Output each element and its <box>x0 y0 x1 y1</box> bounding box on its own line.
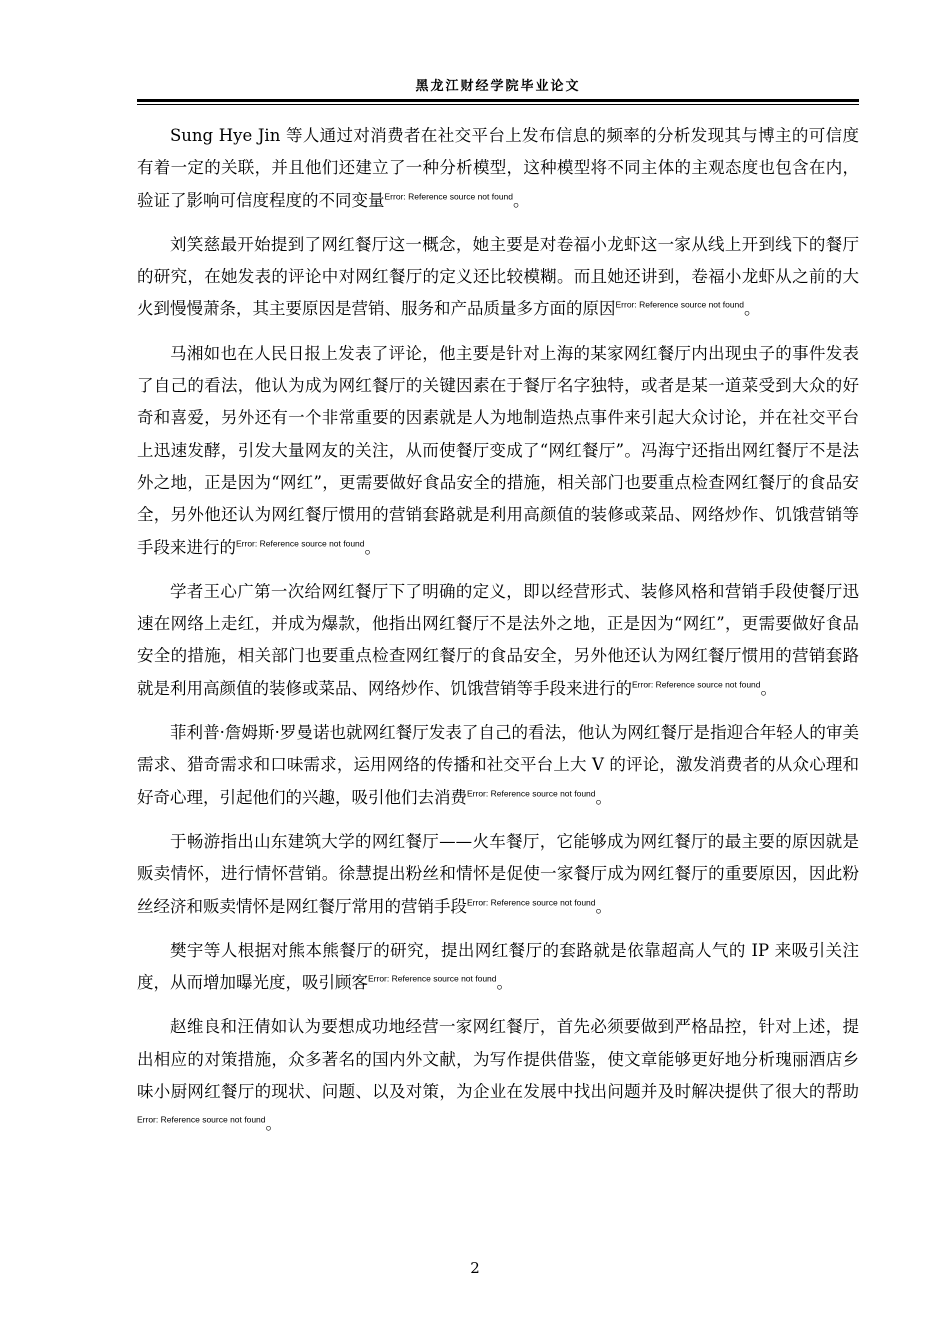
paragraph-end: 。 <box>760 678 778 698</box>
paragraph-7 <box>137 935 859 1000</box>
paragraph-8 <box>137 1011 859 1140</box>
page-header-title: 黑龙江财经学院毕业论文 <box>415 79 581 94</box>
paragraph-text: 于畅游指出山东建筑大学的网红餐厅——火车餐厅，它能够成为网红餐厅的最主要的原因就是贩卖情怀，进行情怀营销。徐慧提出粉丝和情怀是促使一家餐厅成为网红餐厅的重要原因，因此粉丝经济和贩卖情怀是网红餐厅常用的营销手段 <box>137 831 859 916</box>
paragraph-text: Sung Hye Jin 等人通过对消费者在社交平台上发布信息的频率的分析发现其与博主的可信度有着一定的关联，并且他们还建立了一种分析模型，这种模型将不同主体的主观态度也包含在内，验证了影响可信度程度的不同变量 <box>137 126 859 210</box>
reference-error: Error: Reference source not found <box>384 191 514 202</box>
reference-error: Error: Reference source not found <box>467 897 596 908</box>
paragraph-1 <box>137 120 859 217</box>
paragraph-text: 樊宇等人根据对熊本熊餐厅的研究，提出网红餐厅的套路就是依靠超高人气的 IP 来吸引关注度，从而增加曝光度，吸引顾客 <box>137 940 859 993</box>
paragraph-end: 。 <box>364 537 382 557</box>
paragraph-end: 。 <box>265 1114 283 1134</box>
paragraph-end: 。 <box>496 973 514 993</box>
reference-error: Error: Reference source not found <box>632 679 761 690</box>
paragraph-end: 。 <box>744 299 761 319</box>
reference-error: Error: Reference source not found <box>236 538 365 549</box>
reference-error: Error: Reference source not found <box>137 1114 266 1125</box>
reference-error: Error: Reference source not found <box>368 973 497 984</box>
reference-error: Error: Reference source not found <box>615 299 745 310</box>
paragraph-3 <box>137 338 859 564</box>
paragraph-text: 马湘如也在人民日报上发表了评论，他主要是针对上海的某家网红餐厅内出现虫子的事件发表了自己的看法，他认为成为网红餐厅的关键因素在于餐厅名字独特，或者是某一道菜受到大众的好奇和喜爱，另外还有一个非常重要的因素就是人为地制造热点事件来引起大众讨论，并在社交平台上迅速发酵，引发大量网友的关注，从而使餐厅变成了“网红餐厅”。冯海宁还指出网红餐厅不是法外之地，正是因为“网红”，更需要做好食品安全的措施，相关部门也要重点检查网红餐厅的食品安全，另外他还认为网红餐厅惯用的营销套路就是利用高颜值的装修或菜品、网络炒作、饥饿营销等手段来进行的 <box>137 343 859 557</box>
reference-error: Error: Reference source not found <box>467 788 596 799</box>
paragraph-text: 刘笑慈最开始提到了网红餐厅这一概念，她主要是对卷福小龙虾这一家从线上开到线下的餐厅的研究，在她发表的评论中对网红餐厅的定义还比较模糊。而且她还讲到，卷福小龙虾从之前的大火到慢慢萧条，其主要原因是营销、服务和产品质量多方面的原因 <box>137 234 859 319</box>
paragraph-2 <box>137 229 859 326</box>
paragraph-text: 赵维良和汪倩如认为要想成功地经营一家网红餐厅，首先必须要做到严格品控，针对上述，提出相应的对策措施，众多著名的国内外文献，为写作提供借鉴，使文章能够更好地分析瑰丽酒店乡味小厨网红餐厅的现状、问题、以及对策，为企业在发展中找出问题并及时解决提供了很大的帮助 <box>137 1017 859 1102</box>
paragraph-end: 。 <box>595 896 613 916</box>
paragraph-6 <box>137 826 859 923</box>
header-rule-thick <box>137 99 859 102</box>
paragraph-end: 。 <box>595 787 613 807</box>
paragraph-text: 菲利普·詹姆斯·罗曼诺也就网红餐厅发表了自己的看法，他认为网红餐厅是指迎合年轻人的审美需求、猎奇需求和口味需求，运用网络的传播和社交平台上大 V 的评论，激发消费者的从众心理和好奇心理，引起他们的兴趣，吸引他们去消费 <box>137 723 859 807</box>
header-rule-thin <box>137 104 859 105</box>
page-number: 2 <box>470 1259 480 1277</box>
paragraph-4 <box>137 576 859 705</box>
paragraph-end: 。 <box>513 190 530 210</box>
paragraph-5 <box>137 717 859 814</box>
body-text <box>137 120 859 1153</box>
paragraph-text: 学者王心广第一次给网红餐厅下了明确的定义，即以经营形式、装修风格和营销手段使餐厅迅速在网络上走红，并成为爆款，他指出网红餐厅不是法外之地，正是因为“网红”，更需要做好食品安全的措施，相关部门也要重点检查网红餐厅的食品安全，另外他还认为网红餐厅惯用的营销套路就是利用高颜值的装修或菜品、网络炒作、饥饿营销等手段来进行的 <box>137 581 859 698</box>
